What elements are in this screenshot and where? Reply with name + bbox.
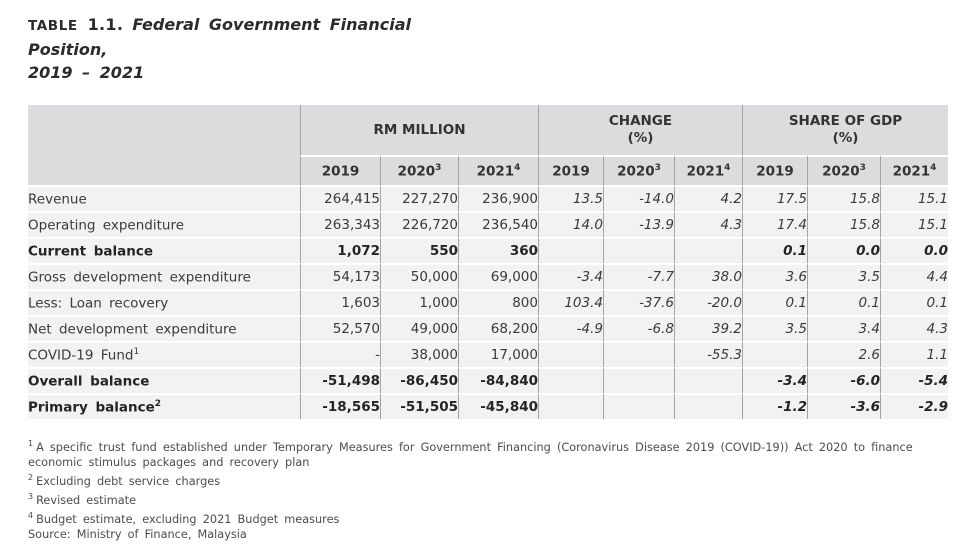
row-label: Less: Loan recovery <box>28 289 300 315</box>
change-2019-cell: 14.0 <box>538 211 603 237</box>
gdp-2021-cell: 4.3 <box>880 315 948 341</box>
rm-2021-cell: 69,000 <box>458 263 538 289</box>
table-name: Federal Government Financial Position, <box>28 15 411 59</box>
rm-2020-cell: 50,000 <box>380 263 458 289</box>
rm-2020-cell: 227,270 <box>380 185 458 211</box>
row-label: Gross development expenditure <box>28 263 300 289</box>
group-header-row <box>28 105 948 155</box>
year-header-rm-2019: 2019 <box>300 155 380 185</box>
rm-2021-cell: 236,540 <box>458 211 538 237</box>
footnote-marker: 2 <box>28 473 34 483</box>
table-row <box>28 185 948 211</box>
change-2019-cell <box>538 341 603 367</box>
table-row <box>28 315 948 341</box>
year-header-gdp-2019: 2019 <box>742 155 807 185</box>
year-header-gdp-2020: 2020$^3$ <box>807 155 880 185</box>
row-label: Current balance <box>28 237 300 263</box>
table-header <box>28 105 948 185</box>
year-sup: 3 <box>654 162 661 173</box>
gdp-2020-cell: 2.6 <box>807 341 880 367</box>
year-sup: 3 <box>435 162 442 173</box>
footnote-text: Revised estimate <box>36 493 137 507</box>
year-header-change-2021: 2021$^4$ <box>674 155 742 185</box>
source-line: Source: Ministry of Finance, Malaysia <box>28 528 247 542</box>
gdp-2019-cell: -1.2 <box>742 393 807 419</box>
gdp-2021-cell: 1.1 <box>880 341 948 367</box>
row-label: Net development expenditure <box>28 315 300 341</box>
footnote-text: Excluding debt service charges <box>36 474 221 488</box>
rm-2019-cell: 1,603 <box>300 289 380 315</box>
year-sup: 4 <box>930 162 937 173</box>
rm-2020-cell: -86,450 <box>380 367 458 393</box>
table-row <box>28 341 948 367</box>
change-2020-cell <box>603 341 674 367</box>
gdp-2019-cell: 17.5 <box>742 185 807 211</box>
footnotes <box>28 436 940 527</box>
gdp-2019-cell: 0.1 <box>742 289 807 315</box>
group-header-change <box>538 105 742 155</box>
rm-2019-cell: -18,565 <box>300 393 380 419</box>
rm-2021-cell: 360 <box>458 237 538 263</box>
table-row <box>28 289 948 315</box>
gdp-2020-cell: -3.6 <box>807 393 880 419</box>
row-label: COVID-19 Fund$^1$ <box>28 341 300 367</box>
change-2021-cell <box>674 237 742 263</box>
gdp-2019-cell: 3.6 <box>742 263 807 289</box>
footnote <box>28 436 940 470</box>
change-2021-cell: -20.0 <box>674 289 742 315</box>
footnote-text: Budget estimate, excluding 2021 Budget measures <box>36 512 340 526</box>
footnote <box>28 489 940 508</box>
gdp-2019-cell <box>742 341 807 367</box>
group-label: SHARE OF GDP <box>788 113 903 129</box>
change-2020-cell: -7.7 <box>603 263 674 289</box>
change-2021-cell: -55.3 <box>674 341 742 367</box>
rm-2021-cell: 17,000 <box>458 341 538 367</box>
rm-2021-cell: -45,840 <box>458 393 538 419</box>
rm-2019-cell: 263,343 <box>300 211 380 237</box>
table-row <box>28 237 948 263</box>
gdp-2019-cell: -3.4 <box>742 367 807 393</box>
change-2021-cell <box>674 393 742 419</box>
change-2020-cell <box>603 393 674 419</box>
change-2019-cell <box>538 237 603 263</box>
gdp-2019-cell: 17.4 <box>742 211 807 237</box>
year-sup: 4 <box>514 162 521 173</box>
change-2020-cell <box>603 237 674 263</box>
gdp-2021-cell: -5.4 <box>880 367 948 393</box>
group-label: RM MILLION <box>373 121 466 138</box>
change-2020-cell: -6.8 <box>603 315 674 341</box>
row-label: Operating expenditure <box>28 211 300 237</box>
gdp-2020-cell: 3.5 <box>807 263 880 289</box>
change-2020-cell: -14.0 <box>603 185 674 211</box>
change-2020-cell: -37.6 <box>603 289 674 315</box>
row-label: Primary balance$^2$ <box>28 393 300 419</box>
year-header-change-2020: 2020$^3$ <box>603 155 674 185</box>
group-header-share-of-gdp <box>742 105 948 155</box>
rm-2019-cell: - <box>300 341 380 367</box>
table-title-years: 2019 – 2021 <box>28 63 145 82</box>
group-header-rm-million <box>300 105 538 155</box>
footnote <box>28 508 940 527</box>
change-2021-cell: 39.2 <box>674 315 742 341</box>
change-2021-cell: 4.2 <box>674 185 742 211</box>
rm-2020-cell: 550 <box>380 237 458 263</box>
year-sup: 4 <box>724 162 731 173</box>
rm-2019-cell: 54,173 <box>300 263 380 289</box>
gdp-2020-cell: 15.8 <box>807 211 880 237</box>
rm-2020-cell: 49,000 <box>380 315 458 341</box>
year-header-rm-2020: 2020$^3$ <box>380 155 458 185</box>
table-body <box>28 185 948 419</box>
change-2021-cell <box>674 367 742 393</box>
gdp-2021-cell: -2.9 <box>880 393 948 419</box>
gdp-2020-cell: -6.0 <box>807 367 880 393</box>
rm-2019-cell: 52,570 <box>300 315 380 341</box>
group-sub: (%) <box>627 130 654 146</box>
year-sup: 3 <box>859 162 866 173</box>
change-2020-cell: -13.9 <box>603 211 674 237</box>
gdp-2020-cell: 3.4 <box>807 315 880 341</box>
gdp-2020-cell: 15.8 <box>807 185 880 211</box>
row-label-sup: 1 <box>133 346 140 357</box>
rm-2019-cell: -51,498 <box>300 367 380 393</box>
change-2019-cell <box>538 393 603 419</box>
row-label-sup: 2 <box>154 398 162 409</box>
group-label: CHANGE <box>608 113 673 129</box>
change-2021-cell: 38.0 <box>674 263 742 289</box>
table-num: 1.1. <box>87 15 124 34</box>
year-header-change-2019: 2019 <box>538 155 603 185</box>
footnote-marker: 3 <box>28 492 34 502</box>
change-2019-cell: -4.9 <box>538 315 603 341</box>
year-header-gdp-2021: 2021$^4$ <box>880 155 948 185</box>
change-2019-cell: 103.4 <box>538 289 603 315</box>
table-row <box>28 393 948 419</box>
year-header-rm-2021: 2021$^4$ <box>458 155 538 185</box>
gdp-2021-cell: 15.1 <box>880 211 948 237</box>
rm-2019-cell: 1,072 <box>300 237 380 263</box>
change-2021-cell: 4.3 <box>674 211 742 237</box>
table-row <box>28 367 948 393</box>
rm-2020-cell: -51,505 <box>380 393 458 419</box>
rm-2020-cell: 226,720 <box>380 211 458 237</box>
gdp-2020-cell: 0.0 <box>807 237 880 263</box>
change-2020-cell <box>603 367 674 393</box>
group-sub: (%) <box>832 130 859 146</box>
gdp-2020-cell: 0.1 <box>807 289 880 315</box>
row-label: Overall balance <box>28 367 300 393</box>
table-title <box>28 13 473 84</box>
rm-2021-cell: -84,840 <box>458 367 538 393</box>
row-label-header <box>28 105 300 185</box>
rm-2019-cell: 264,415 <box>300 185 380 211</box>
change-2019-cell: -3.4 <box>538 263 603 289</box>
rm-2021-cell: 800 <box>458 289 538 315</box>
gdp-2021-cell: 15.1 <box>880 185 948 211</box>
table-word: TABLE <box>28 18 78 34</box>
change-2019-cell: 13.5 <box>538 185 603 211</box>
gdp-2021-cell: 0.1 <box>880 289 948 315</box>
footnote-marker: 1 <box>28 439 34 448</box>
footnote-marker: 4 <box>28 511 34 521</box>
rm-2021-cell: 68,200 <box>458 315 538 341</box>
rm-2021-cell: 236,900 <box>458 185 538 211</box>
table-row <box>28 263 948 289</box>
table-number <box>28 15 123 34</box>
footnote <box>28 470 940 489</box>
rm-2020-cell: 1,000 <box>380 289 458 315</box>
row-label: Revenue <box>28 185 300 211</box>
rm-2020-cell: 38,000 <box>380 341 458 367</box>
gdp-2021-cell: 4.4 <box>880 263 948 289</box>
footnote-text: A specific trust fund established under Temporary Measures for Government Financing (Coronavirus Disease 2019 (COVID-19)) Act 2020 to finance economic stimulus packages and recovery plan <box>28 440 913 469</box>
financial-position-table <box>28 105 948 419</box>
gdp-2019-cell: 3.5 <box>742 315 807 341</box>
change-2019-cell <box>538 367 603 393</box>
gdp-2019-cell: 0.1 <box>742 237 807 263</box>
gdp-2021-cell: 0.0 <box>880 237 948 263</box>
table-row <box>28 211 948 237</box>
